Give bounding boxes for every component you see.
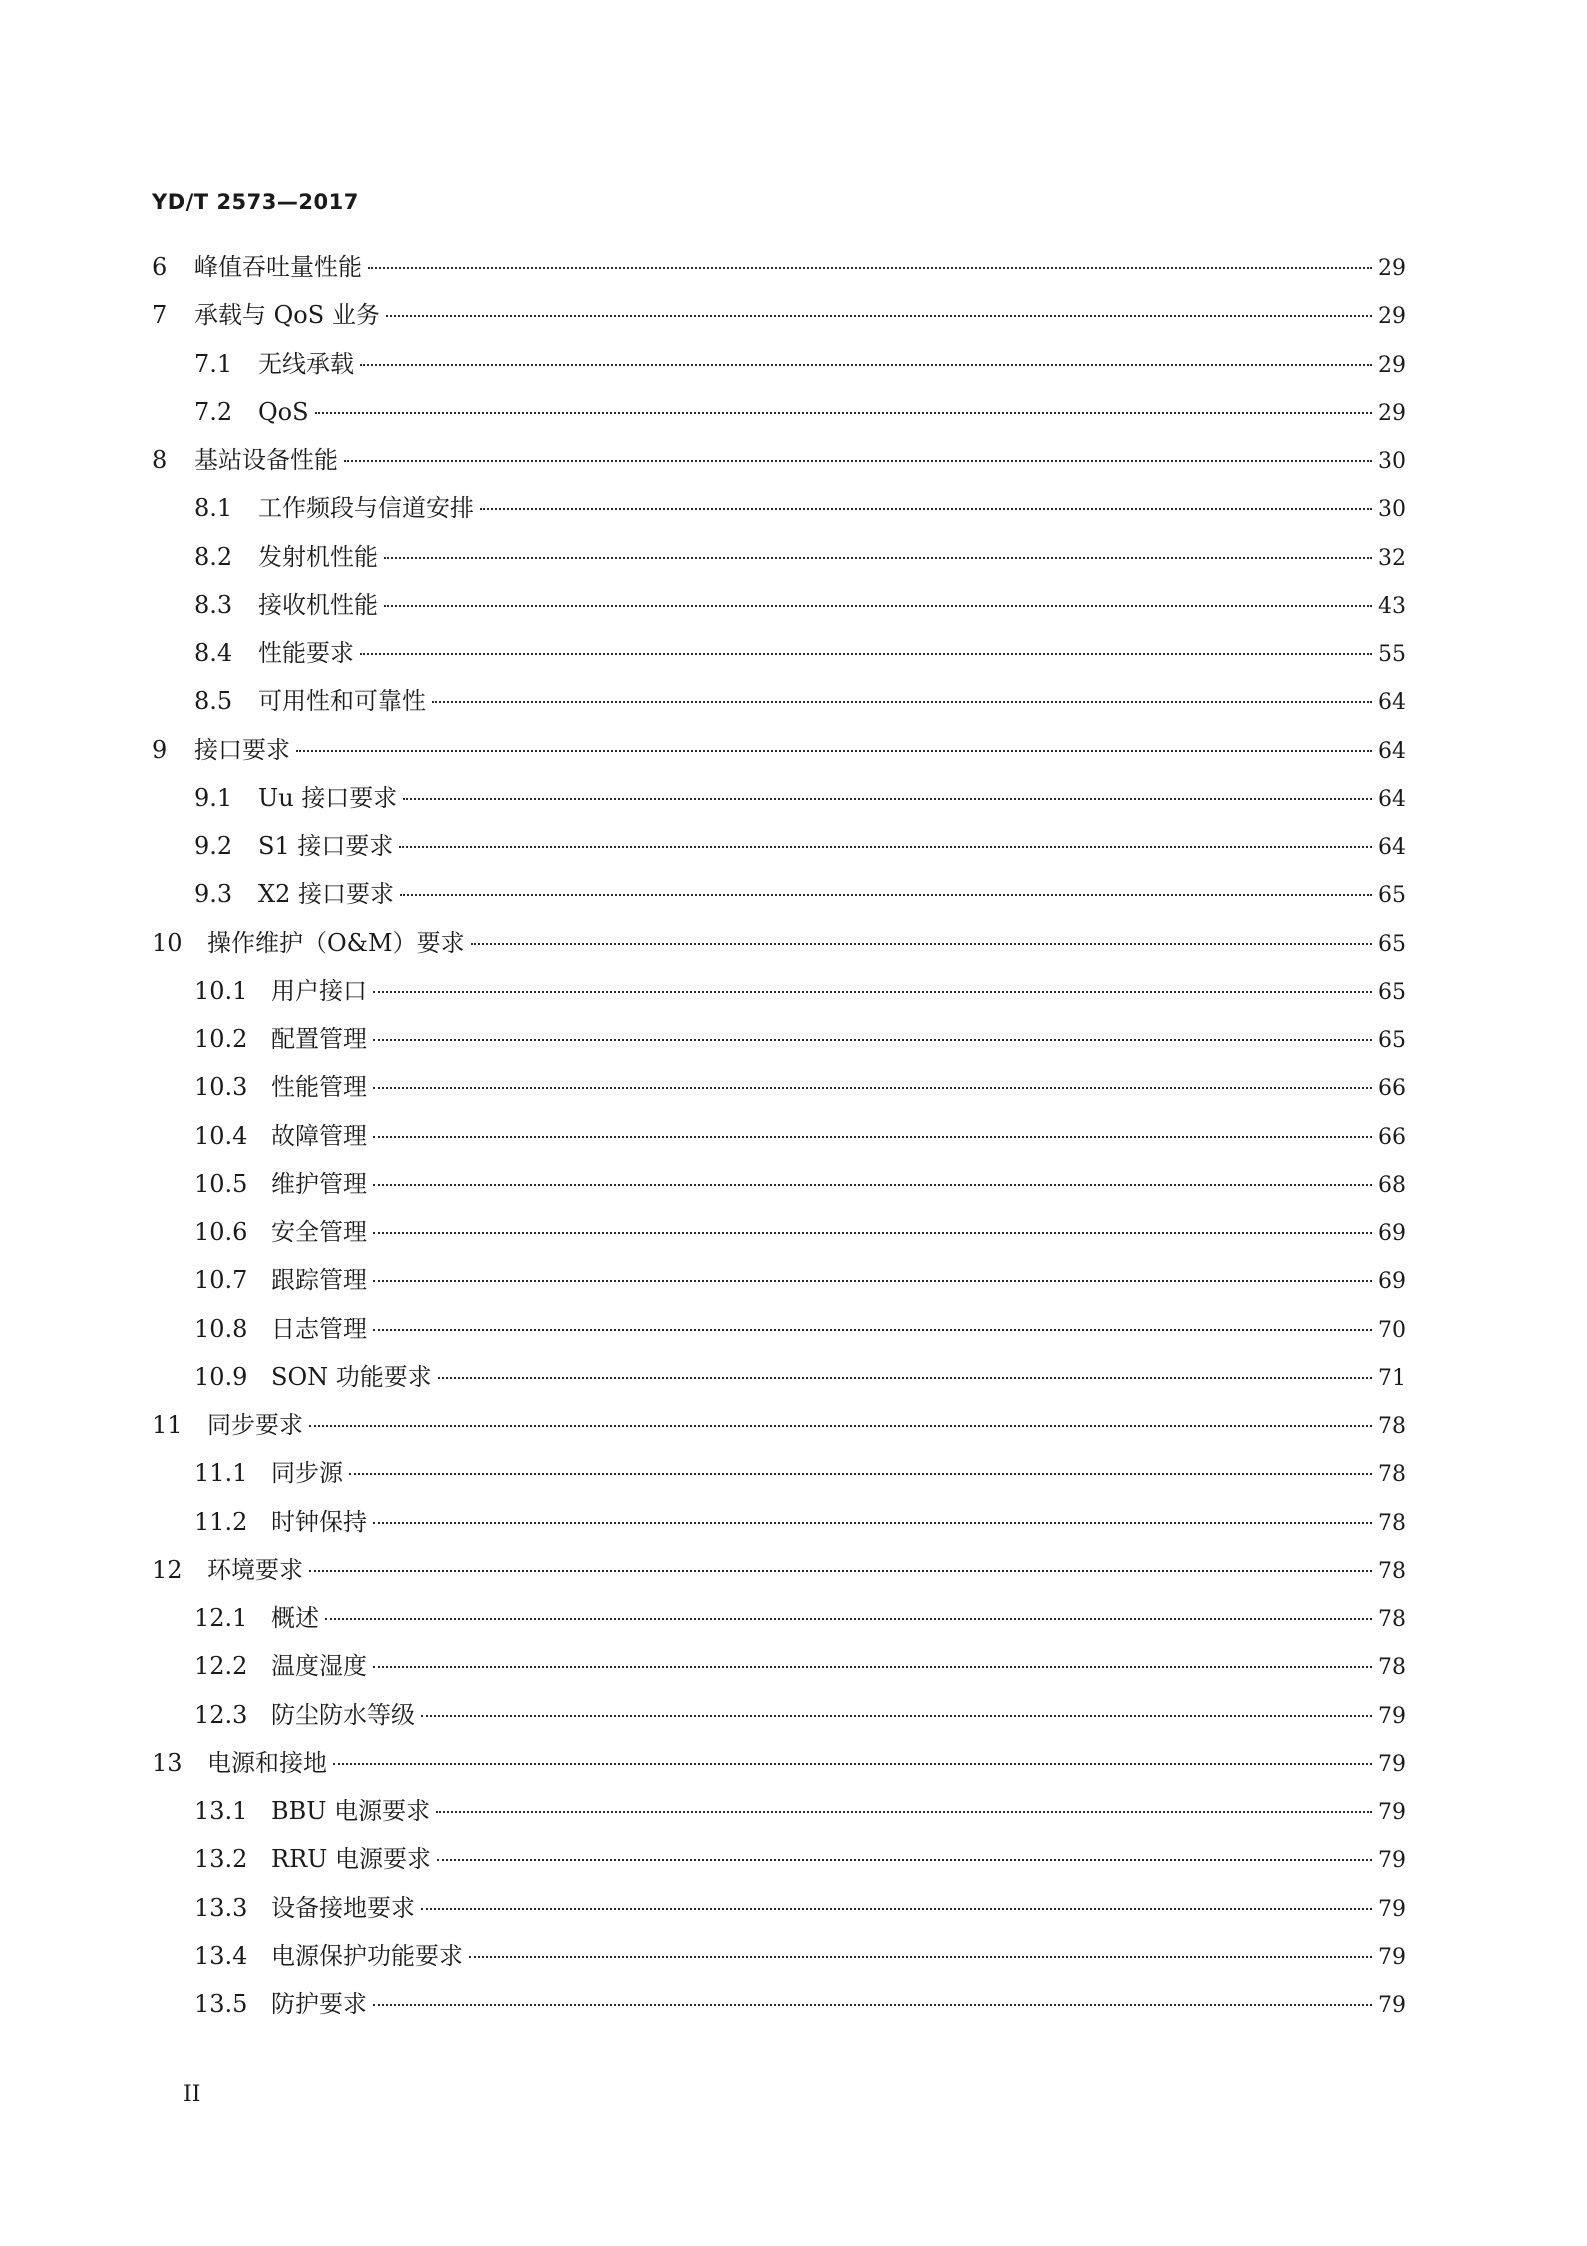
- toc-entry[interactable]: [152, 822, 1406, 870]
- toc-dot-leader: [436, 1811, 1372, 1813]
- toc-entry-number: 10.8: [194, 1314, 248, 1343]
- toc-entry[interactable]: [152, 1884, 1406, 1932]
- toc-dot-leader: [344, 460, 1372, 462]
- toc-entry-number: 10.6: [194, 1218, 248, 1246]
- toc-entry-page: 65: [1378, 931, 1406, 957]
- toc-dot-leader: [296, 750, 1372, 752]
- toc-dot-leader: [315, 412, 1372, 414]
- toc-entry-page: 32: [1378, 545, 1406, 571]
- toc-entry-title: 温度湿度: [271, 1652, 367, 1681]
- toc-entry-number: 10.1: [194, 976, 248, 1005]
- toc-entry-title: 同步要求: [207, 1411, 303, 1439]
- toc-entry-page: 65: [1378, 1028, 1406, 1053]
- toc-entry-title: 工作频段与信道安排: [258, 494, 474, 523]
- toc-entry[interactable]: [152, 1980, 1406, 2028]
- toc-entry-title: SON 功能要求: [271, 1362, 432, 1391]
- toc-entry-title: 峰值吞吐量性能: [194, 253, 362, 281]
- toc-entry-title: 同步源: [271, 1459, 343, 1488]
- toc-entry[interactable]: [152, 340, 1406, 388]
- toc-entry-number: 10.9: [194, 1362, 248, 1391]
- toc-entry[interactable]: [152, 1932, 1406, 1980]
- toc-entry[interactable]: [152, 1835, 1406, 1883]
- toc-entry[interactable]: [152, 436, 1406, 484]
- toc-entry-number: 8.3: [194, 590, 233, 619]
- toc-entry-page: 78: [1378, 1462, 1406, 1488]
- toc-entry-number: 9.1: [194, 783, 233, 812]
- toc-entry[interactable]: [152, 1160, 1406, 1208]
- toc-entry-number: 13.2: [194, 1845, 248, 1874]
- toc-dot-leader: [309, 1425, 1372, 1427]
- toc-entry[interactable]: [152, 533, 1406, 581]
- toc-entry-title: QoS: [258, 397, 309, 426]
- toc-entry-page: 71: [1378, 1365, 1406, 1391]
- toc-entry-title: 防尘防水等级: [271, 1700, 415, 1729]
- toc-entry[interactable]: [152, 1305, 1406, 1353]
- toc-dot-leader: [373, 1329, 1372, 1331]
- toc-entry-page: 64: [1378, 690, 1406, 716]
- toc-entry[interactable]: [152, 1063, 1406, 1111]
- toc-entry-title: 性能管理: [271, 1073, 367, 1102]
- toc-entry-page: 78: [1378, 1607, 1406, 1632]
- toc-dot-leader: [360, 364, 1372, 366]
- toc-dot-leader: [373, 2004, 1372, 2006]
- toc-entry-number: 13.3: [194, 1893, 248, 1922]
- toc-entry-page: 66: [1378, 1076, 1406, 1102]
- toc-entry-title: 可用性和可靠性: [258, 687, 426, 716]
- toc-entry-page: 68: [1378, 1172, 1406, 1198]
- toc-entry-title: 电源保护功能要求: [271, 1941, 463, 1970]
- toc-entry-number: 8: [152, 446, 168, 474]
- toc-dot-leader: [480, 508, 1372, 510]
- toc-dot-leader: [437, 1859, 1372, 1861]
- toc-entry-number: 10.3: [194, 1073, 248, 1102]
- toc-dot-leader: [471, 943, 1372, 945]
- toc-entry[interactable]: [152, 1642, 1406, 1690]
- toc-dot-leader: [368, 267, 1372, 269]
- toc-dot-leader: [403, 798, 1372, 800]
- toc-entry[interactable]: [152, 484, 1406, 532]
- toc-entry-number: 8.2: [194, 542, 233, 571]
- toc-entry-page: 66: [1378, 1124, 1406, 1150]
- toc-entry-number: 8.1: [194, 494, 233, 523]
- toc-entry-page: 79: [1378, 1896, 1406, 1922]
- toc-entry[interactable]: [152, 919, 1406, 967]
- toc-dot-leader: [373, 991, 1372, 993]
- toc-entry[interactable]: [152, 1401, 1406, 1449]
- toc-entry-number: 12.2: [194, 1652, 248, 1681]
- toc-entry-number: 9.3: [194, 880, 233, 909]
- toc-entry-title: 用户接口: [271, 976, 367, 1005]
- toc-entry[interactable]: [152, 1546, 1406, 1594]
- toc-dot-leader: [384, 605, 1372, 607]
- toc-dot-leader: [360, 653, 1372, 655]
- toc-entry-page: 64: [1378, 786, 1406, 812]
- toc-entry[interactable]: [152, 388, 1406, 436]
- toc-entry-page: 29: [1378, 400, 1406, 426]
- toc-entry[interactable]: [152, 967, 1406, 1015]
- toc-entry[interactable]: [152, 243, 1406, 291]
- toc-entry[interactable]: [152, 581, 1406, 629]
- toc-entry-title: 防护要求: [271, 1990, 367, 2018]
- toc-entry-number: 10.2: [194, 1025, 248, 1053]
- toc-entry-number: 11.2: [194, 1507, 248, 1536]
- toc-entry-title: 接收机性能: [258, 590, 378, 619]
- toc-entry[interactable]: [152, 629, 1406, 677]
- toc-entry-page: 69: [1378, 1269, 1406, 1295]
- toc-dot-leader: [373, 1039, 1372, 1041]
- toc-entry[interactable]: [152, 1594, 1406, 1642]
- toc-entry[interactable]: [152, 1208, 1406, 1256]
- toc-entry-number: 13.4: [194, 1941, 248, 1970]
- toc-entry-number: 7.2: [194, 397, 233, 426]
- toc-dot-leader: [373, 1666, 1372, 1668]
- toc-dot-leader: [333, 1763, 1372, 1765]
- toc-entry-page: 78: [1378, 1558, 1406, 1584]
- toc-entry-number: 13.5: [194, 1990, 248, 2018]
- toc-dot-leader: [421, 1908, 1372, 1910]
- toc-entry-number: 12.1: [194, 1604, 248, 1632]
- toc-entry-title: Uu 接口要求: [258, 783, 398, 812]
- toc-entry-number: 13: [152, 1748, 183, 1777]
- toc-entry-title: 承载与 QoS 业务: [194, 301, 380, 330]
- toc-entry-title: 维护管理: [271, 1169, 367, 1198]
- toc-entry-title: 基站设备性能: [194, 446, 338, 474]
- toc-entry-page: 30: [1378, 497, 1406, 523]
- toc-dot-leader: [386, 315, 1372, 317]
- toc-entry-page: 79: [1378, 1944, 1406, 1970]
- toc-entry[interactable]: [152, 1256, 1406, 1304]
- toc-dot-leader: [384, 557, 1372, 559]
- toc-entry-page: 79: [1378, 1993, 1406, 2018]
- toc-entry-title: 概述: [271, 1604, 319, 1632]
- toc-entry-page: 78: [1378, 1510, 1406, 1536]
- toc-entry[interactable]: [152, 1739, 1406, 1787]
- toc-entry-page: 79: [1378, 1800, 1406, 1825]
- toc-dot-leader: [373, 1522, 1372, 1524]
- toc-entry-number: 11: [152, 1411, 183, 1439]
- toc-entry[interactable]: [152, 1353, 1406, 1401]
- toc-dot-leader: [373, 1232, 1372, 1234]
- toc-entry-title: 跟踪管理: [271, 1266, 367, 1295]
- toc-entry-page: 43: [1378, 593, 1406, 619]
- toc-dot-leader: [438, 1377, 1372, 1379]
- toc-entry-title: 时钟保持: [271, 1507, 367, 1536]
- toc-entry-number: 10: [152, 928, 183, 957]
- toc-entry-page: 78: [1378, 1655, 1406, 1681]
- toc-entry-title: 设备接地要求: [271, 1893, 415, 1922]
- toc-entry-title: 配置管理: [271, 1025, 367, 1053]
- toc-entry[interactable]: [152, 1449, 1406, 1497]
- toc-entry-number: 8.5: [194, 687, 233, 716]
- toc-entry[interactable]: [152, 774, 1406, 822]
- toc-entry-number: 9.2: [194, 832, 233, 860]
- toc-entry[interactable]: [152, 870, 1406, 918]
- toc-dot-leader: [421, 1715, 1372, 1717]
- toc-entry-number: 12.3: [194, 1700, 248, 1729]
- toc-entry[interactable]: [152, 726, 1406, 774]
- toc-entry-page: 79: [1378, 1703, 1406, 1729]
- toc-entry[interactable]: [152, 1691, 1406, 1739]
- toc-entry-title: 电源和接地: [207, 1748, 327, 1777]
- toc-entry-title: 安全管理: [271, 1218, 367, 1246]
- toc-entry-title: 无线承载: [258, 349, 354, 378]
- toc-entry-number: 11.1: [194, 1459, 248, 1488]
- toc-dot-leader: [373, 1136, 1372, 1138]
- toc-entry-page: 64: [1378, 835, 1406, 860]
- toc-dot-leader: [400, 894, 1372, 896]
- toc-entry-number: 10.7: [194, 1266, 248, 1295]
- toc-entry-number: 10.4: [194, 1121, 248, 1150]
- toc-dot-leader: [399, 846, 1372, 848]
- toc-entry-title: X2 接口要求: [258, 880, 394, 909]
- toc-entry[interactable]: [152, 291, 1406, 339]
- toc-entry-number: 13.1: [194, 1797, 248, 1825]
- toc-entry-title: RRU 电源要求: [271, 1845, 431, 1874]
- toc-entry-title: 性能要求: [258, 639, 354, 667]
- toc-entry[interactable]: [152, 677, 1406, 725]
- toc-entry-page: 30: [1378, 449, 1406, 474]
- toc-dot-leader: [349, 1473, 1372, 1475]
- toc-entry-page: 65: [1378, 883, 1406, 909]
- toc-entry-number: 7: [152, 301, 168, 330]
- toc-entry-page: 29: [1378, 304, 1406, 330]
- toc-dot-leader: [373, 1184, 1372, 1186]
- toc-dot-leader: [469, 1956, 1372, 1958]
- toc-dot-leader: [373, 1280, 1372, 1282]
- toc-entry-page: 55: [1378, 642, 1406, 667]
- toc-entry-title: 环境要求: [207, 1555, 303, 1584]
- toc-entry-page: 79: [1378, 1848, 1406, 1874]
- table-of-contents: [152, 243, 1406, 2028]
- toc-entry-title: BBU 电源要求: [271, 1797, 431, 1825]
- toc-entry-title: 接口要求: [194, 735, 290, 764]
- toc-entry-number: 7.1: [194, 349, 233, 378]
- toc-dot-leader: [325, 1618, 1372, 1620]
- toc-entry-page: 79: [1378, 1751, 1406, 1777]
- toc-entry-title: 发射机性能: [258, 542, 378, 571]
- toc-entry-page: 29: [1378, 256, 1406, 281]
- toc-entry-page: 70: [1378, 1317, 1406, 1343]
- toc-entry-title: 故障管理: [271, 1121, 367, 1150]
- toc-entry[interactable]: [152, 1787, 1406, 1835]
- toc-entry-page: 64: [1378, 738, 1406, 764]
- page-number-footer: II: [183, 2082, 201, 2107]
- document-header: YD/T 2573—2017: [152, 190, 359, 214]
- toc-entry-page: 65: [1378, 979, 1406, 1005]
- toc-entry[interactable]: [152, 1498, 1406, 1546]
- toc-entry-number: 9: [152, 735, 168, 764]
- toc-entry-number: 6: [152, 253, 168, 281]
- toc-entry-title: 操作维护（O&M）要求: [207, 928, 465, 957]
- toc-entry-number: 8.4: [194, 639, 233, 667]
- toc-entry-number: 12: [152, 1555, 183, 1584]
- toc-dot-leader: [373, 1087, 1372, 1089]
- toc-entry[interactable]: [152, 1015, 1406, 1063]
- toc-entry[interactable]: [152, 1112, 1406, 1160]
- toc-entry-title: S1 接口要求: [258, 832, 394, 860]
- toc-dot-leader: [309, 1570, 1372, 1572]
- toc-dot-leader: [432, 701, 1372, 703]
- toc-entry-title: 日志管理: [271, 1314, 367, 1343]
- toc-entry-page: 69: [1378, 1221, 1406, 1246]
- toc-entry-number: 10.5: [194, 1169, 248, 1198]
- toc-entry-page: 78: [1378, 1414, 1406, 1439]
- toc-entry-page: 29: [1378, 352, 1406, 378]
